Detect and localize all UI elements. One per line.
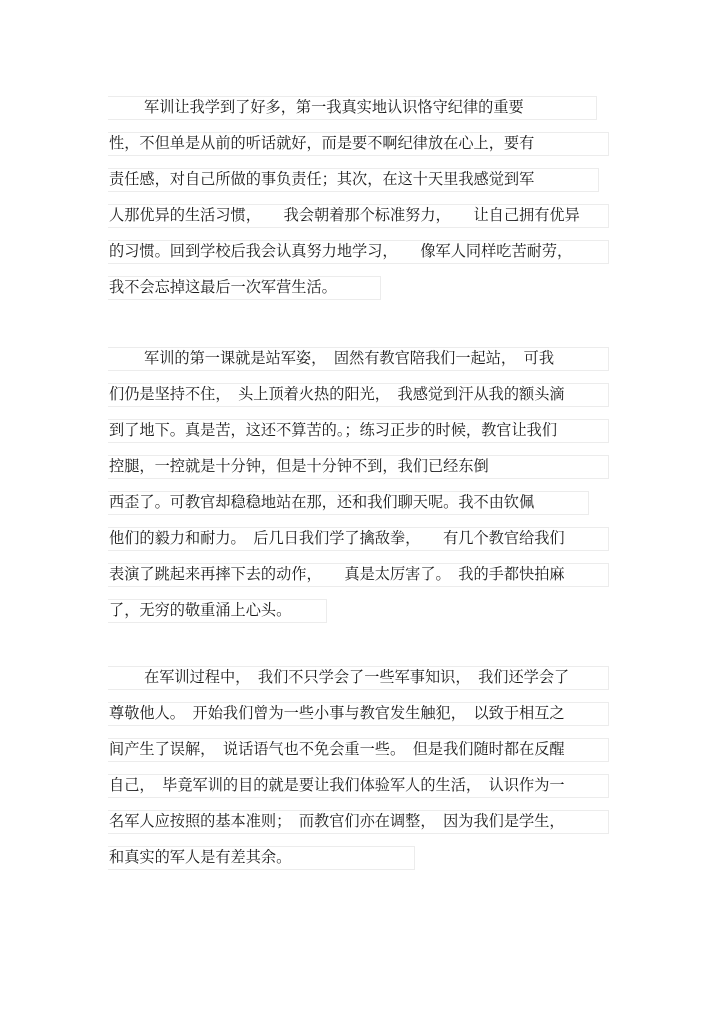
text-line: 了，无穷的敬重涌上心头。 [108, 597, 608, 633]
text-line: 尊敬他人。 开始我们曾为一些小事与教官发生触犯， 以致于相互之 [108, 700, 608, 736]
text-line: 军训的第一课就是站军姿， 固然有教官陪我们一起站， 可我 [108, 345, 608, 381]
text-line: 和真实的军人是有差其余。 [108, 844, 608, 880]
text-line: 军训让我学到了好多，第一我真实地认识恪守纪律的重要 [108, 94, 608, 130]
paragraph-2 [108, 345, 608, 633]
text-line: 西歪了。可教官却稳稳地站在那，还和我们聊天呢。我不由钦佩 [108, 489, 608, 525]
paragraph-3 [108, 664, 608, 880]
text-line: 责任感，对自己所做的事负责任；其次，在这十天里我感觉到军 [108, 166, 608, 202]
text-line: 在军训过程中， 我们不只学会了一些军事知识， 我们还学会了 [108, 664, 608, 700]
text-line: 的习惯。回到学校后我会认真努力地学习， 像军人同样吃苦耐劳， [108, 238, 608, 274]
text-line: 表演了跳起来再摔下去的动作， 真是太厉害了。 我的手都快拍麻 [108, 561, 608, 597]
text-line: 他们的毅力和耐力。 后几日我们学了擒敌拳， 有几个教官给我们 [108, 525, 608, 561]
text-line: 人那优异的生活习惯， 我会朝着那个标准努力， 让自己拥有优异 [108, 202, 608, 238]
text-line: 性，不但单是从前的听话就好，而是要不啊纪律放在心上，要有 [108, 130, 608, 166]
text-line: 自己， 毕竟军训的目的就是要让我们体验军人的生活， 认识作为一 [108, 772, 608, 808]
text-line: 名军人应按照的基本准则； 而教官们亦在调整， 因为我们是学生， [108, 808, 608, 844]
text-line: 控腿，一控就是十分钟，但是十分钟不到，我们已经东倒 [108, 453, 608, 489]
text-line: 间产生了误解， 说话语气也不免会重一些。 但是我们随时都在反醒 [108, 736, 608, 772]
paragraph-1 [108, 94, 608, 310]
text-line: 到了地下。真是苦，这还不算苦的。；练习正步的时候，教官让我们 [108, 417, 608, 453]
text-line: 我不会忘掉这最后一次军营生活。 [108, 274, 608, 310]
text-line: 们仍是坚持不住， 头上顶着火热的阳光， 我感觉到汗从我的额头滴 [108, 381, 608, 417]
